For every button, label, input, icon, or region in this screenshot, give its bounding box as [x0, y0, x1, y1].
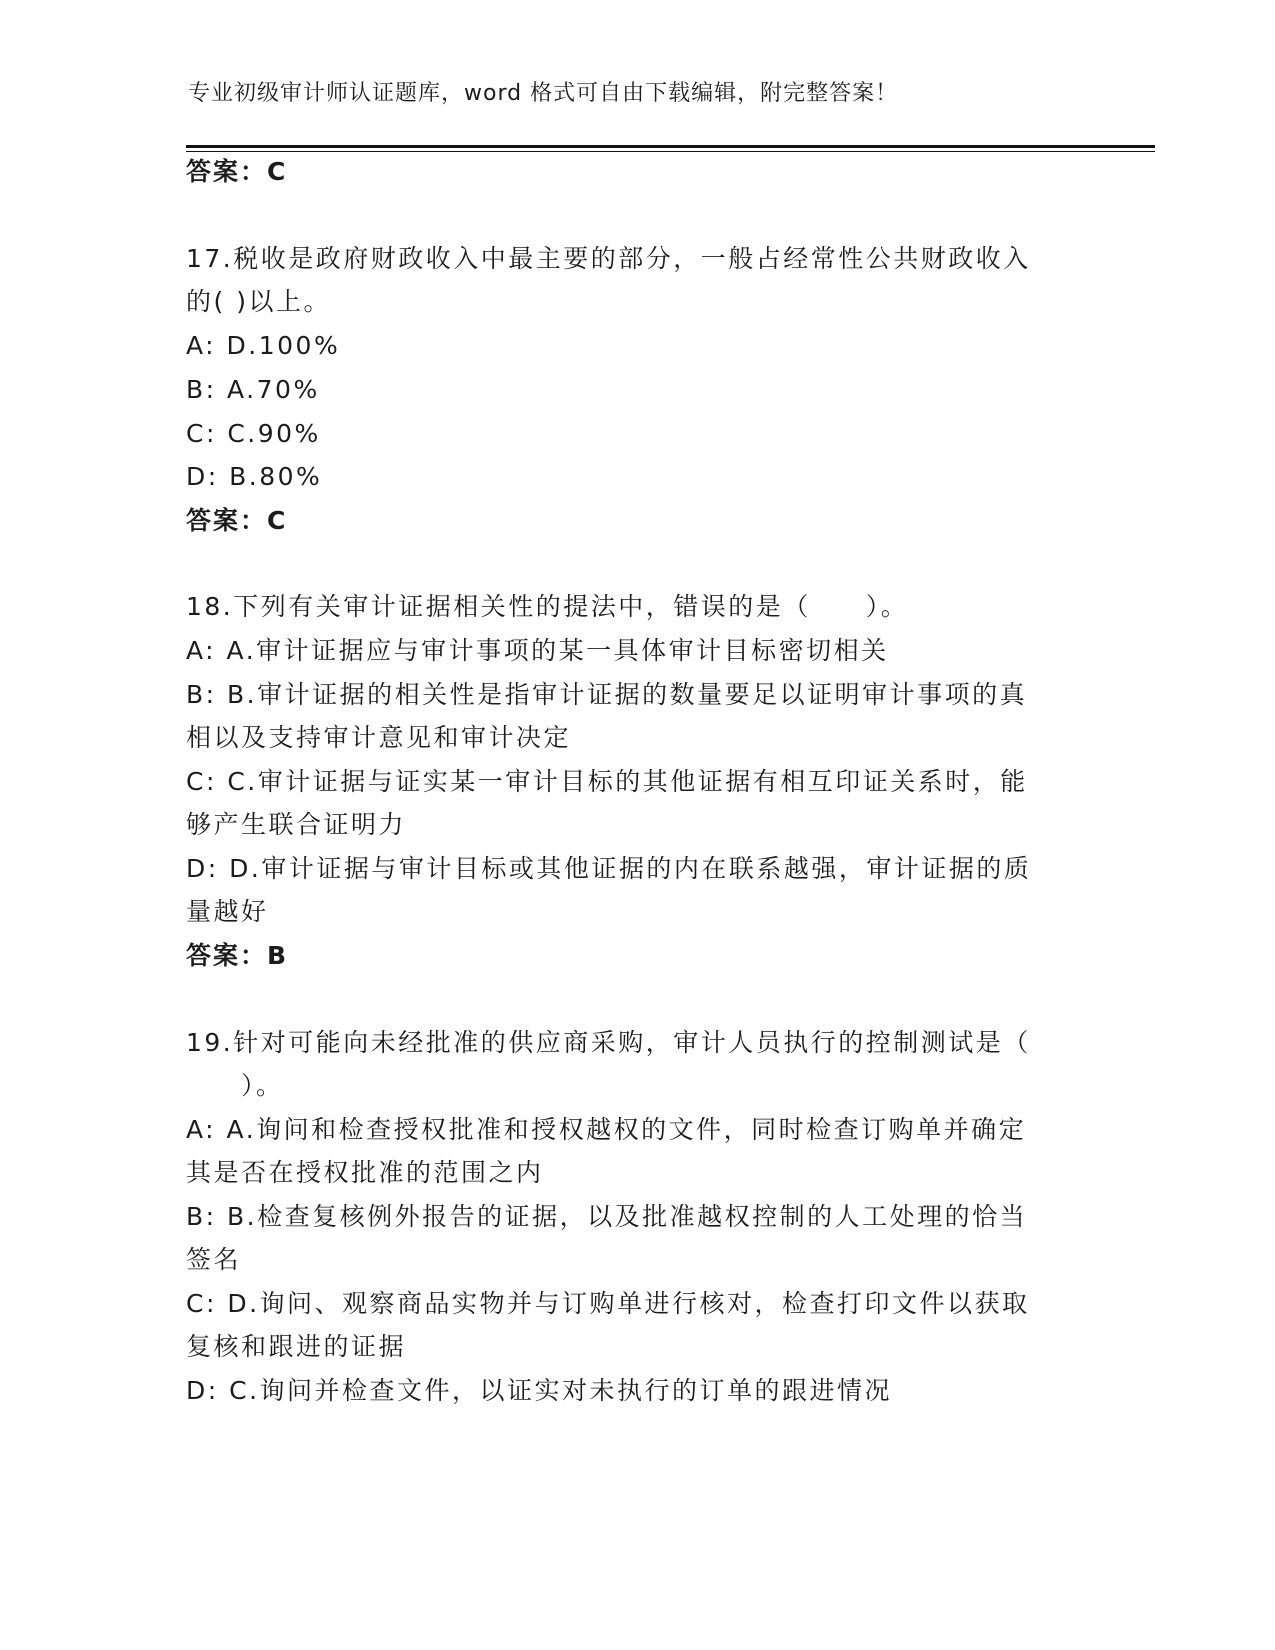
option-c-line-1: C: D.询问、观察商品实物并与订购单进行核对，检查打印文件以获取: [186, 1289, 1030, 1318]
option-b-line-2: 签名: [186, 1245, 242, 1274]
answer-line: 答案：C: [186, 157, 288, 186]
option-d-line-1: D: D.审计证据与审计目标或其他证据的内在联系越强，审计证据的质: [186, 854, 1032, 883]
option-d-line-2: 量越好: [186, 897, 269, 926]
question-17-line-1: 17.税收是政府财政收入中最主要的部分，一般占经常性公共财政收入: [186, 244, 1031, 273]
option-a-line-2: 其是否在授权批准的范围之内: [186, 1158, 544, 1187]
option-b-line-1: B: B.检查复核例外报告的证据，以及批准越权控制的人工处理的恰当: [186, 1202, 1028, 1231]
answer-line: 答案：C: [186, 506, 288, 535]
question-18-line-1: 18.下列有关审计证据相关性的提法中，错误的是（ ）。: [186, 592, 909, 621]
page-header: 专业初级审计师认证题库，word 格式可自由下载编辑，附完整答案！: [188, 81, 899, 106]
option-a-line-1: A: A.询问和检查授权批准和授权越权的文件，同时检查订购单并确定: [186, 1115, 1027, 1144]
answer-line: 答案：B: [186, 941, 289, 970]
option-a: A: A.审计证据应与审计事项的某一具体审计目标密切相关: [186, 636, 889, 665]
option-d: D: B.80%: [186, 462, 323, 491]
question-17-line-2: 的( )以上。: [186, 287, 331, 316]
header-rule: [186, 145, 1155, 152]
option-b: B: A.70%: [186, 375, 320, 404]
option-c-line-2: 复核和跟进的证据: [186, 1332, 407, 1361]
option-c: C: C.90%: [186, 419, 321, 448]
option-b-line-1: B: B.审计证据的相关性是指审计证据的数量要足以证明审计事项的真: [186, 680, 1028, 709]
question-19-line-2: ）。: [186, 1071, 284, 1100]
option-b-line-2: 相以及支持审计意见和审计决定: [186, 723, 572, 752]
option-c-line-2: 够产生联合证明力: [186, 810, 407, 839]
option-d: D: C.询问并检查文件，以证实对未执行的订单的跟进情况: [186, 1376, 893, 1405]
option-c-line-1: C: C.审计证据与证实某一审计目标的其他证据有相互印证关系时，能: [186, 767, 1028, 796]
option-a: A: D.100%: [186, 331, 341, 360]
question-19-line-1: 19.针对可能向未经批准的供应商采购，审计人员执行的控制测试是（: [186, 1028, 1031, 1057]
